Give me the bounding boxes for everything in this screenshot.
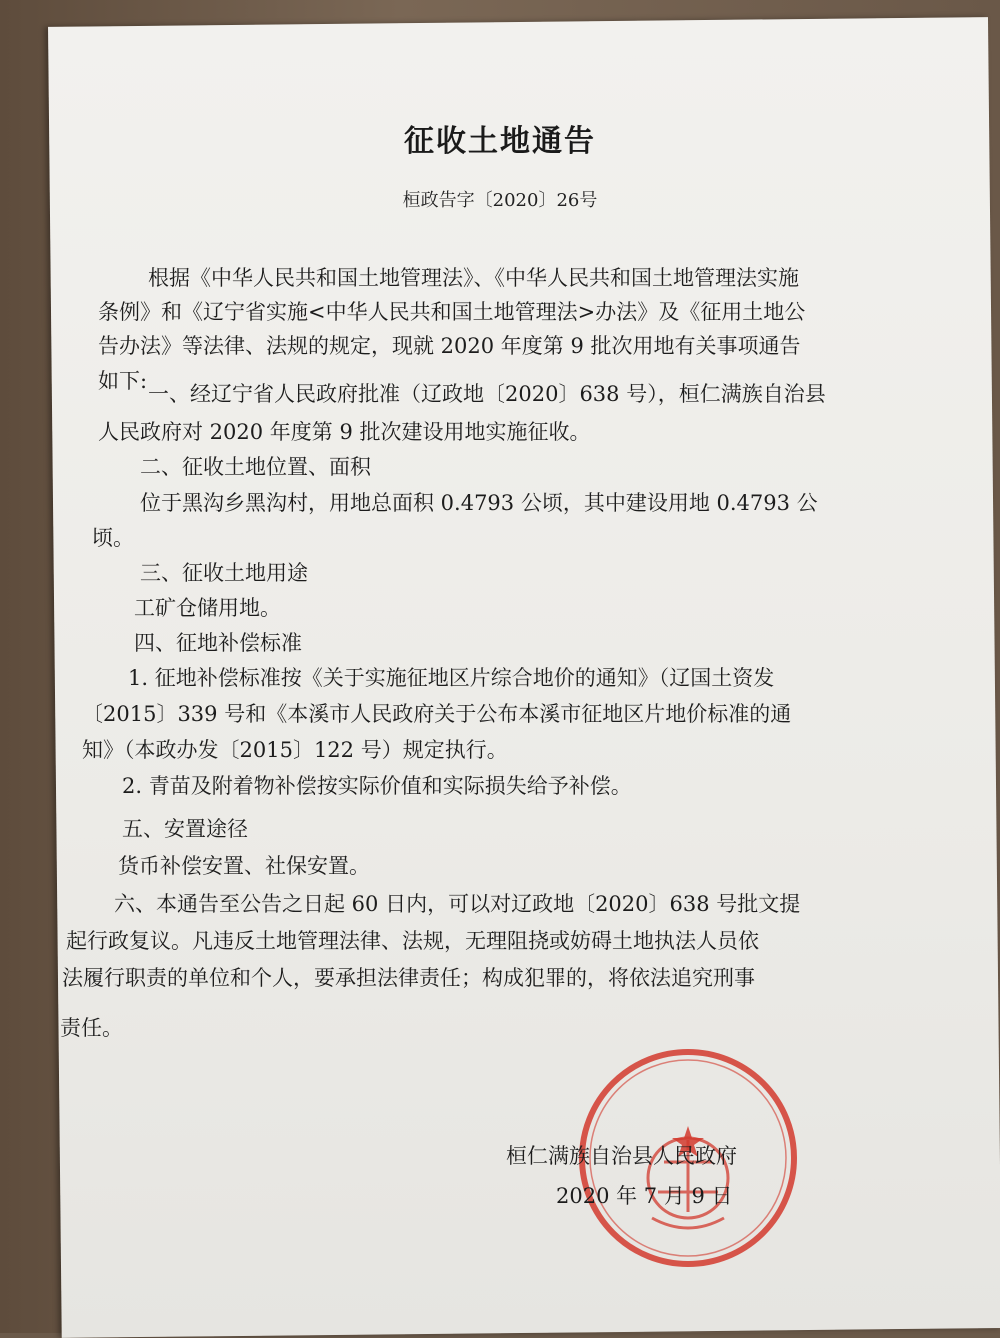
- body-line: 责任。: [60, 1016, 123, 1040]
- body-line: 知》（本政办发〔2015〕122 号）规定执行。: [82, 738, 508, 762]
- body-line: 五、安置途径: [122, 817, 248, 841]
- body-line: 六、本通告至公告之日起 60 日内，可以对辽政地〔2020〕638 号批文提: [114, 892, 801, 916]
- body-line: 条例》和《辽宁省实施<中华人民共和国土地管理法>办法》及《征用土地公: [98, 300, 806, 324]
- body-line: 根据《中华人民共和国土地管理法》、《中华人民共和国土地管理法实施: [148, 266, 799, 290]
- body-line: 〔2015〕339 号和《本溪市人民政府关于公布本溪市征地区片地价标准的通: [82, 702, 792, 726]
- body-line: 工矿仓储用地。: [134, 596, 281, 620]
- body-line: 货币补偿安置、社保安置。: [118, 854, 370, 878]
- issue-date: 2020 年 7 月 9 日: [556, 1184, 733, 1208]
- body-line: 顷。: [92, 526, 134, 550]
- body-line: 二、征收土地位置、面积: [140, 455, 371, 479]
- body-line: 一、经辽宁省人民政府批准（辽政地〔2020〕638 号），桓仁满族自治县: [148, 382, 826, 406]
- issuer-signature: 桓仁满族自治县人民政府: [506, 1144, 737, 1168]
- body-line: 四、征地补偿标准: [134, 631, 302, 655]
- body-line: 2. 青苗及附着物补偿按实际价值和实际损失给予补偿。: [122, 774, 632, 798]
- body-line: 位于黑沟乡黑沟村，用地总面积 0.4793 公顷，其中建设用地 0.4793 公: [140, 491, 818, 515]
- body-line: 起行政复议。凡违反土地管理法律、法规，无理阻挠或妨碍土地执法人员依: [66, 929, 759, 953]
- document-title: 征收土地通告: [404, 124, 596, 159]
- body-line: 法履行职责的单位和个人，要承担法律责任；构成犯罪的，将依法追究刑事: [62, 966, 755, 990]
- body-line: 1. 征地补偿标准按《关于实施征地区片综合地价的通知》（辽国土资发: [128, 666, 775, 690]
- document-number: 桓政告字〔2020〕26号: [402, 190, 598, 211]
- body-line: 告办法》等法律、法规的规定，现就 2020 年度第 9 批次用地有关事项通告: [98, 334, 801, 358]
- body-line: 如下:: [98, 369, 148, 393]
- body-line: 人民政府对 2020 年度第 9 批次建设用地实施征收。: [98, 420, 591, 444]
- body-line: 三、征收土地用途: [140, 561, 308, 585]
